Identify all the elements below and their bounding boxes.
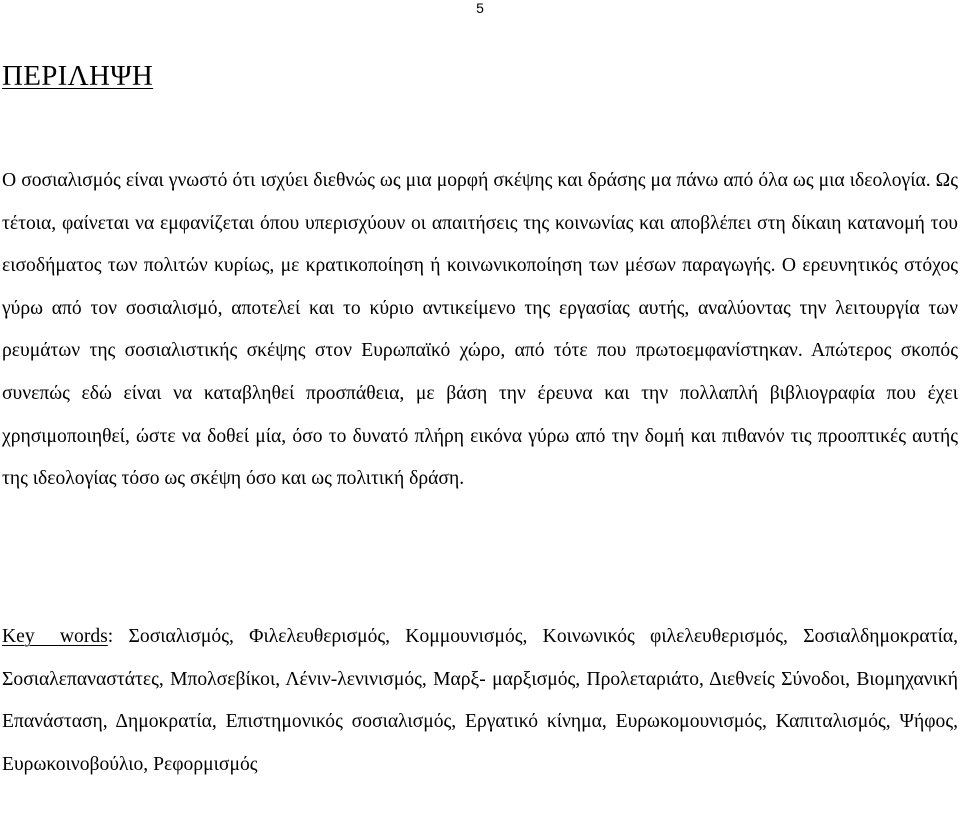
section-title: ΠΕΡΙΛΗΨΗ [2, 60, 154, 92]
abstract-paragraph: Ο σοσιαλισμός είναι γνωστό ότι ισχύει διεθνώς ως μια μορφή σκέψης και δράσης μα πάνω από όλα ως μια ιδεολογία. Ως τέτοια, φαίνεται να εμφανίζεται όπου υπερισχύουν οι απαιτήσεις της κοινωνίας και αποβλέπει στη δίκαιη κατανομή του εισοδήματος των πολιτών κυρίως, με κρατικοποίηση ή κοινωνικοποίηση των μέσων παραγωγής. Ο ερευνητικός στόχος γύρω από τον σοσιαλισμό, αποτελεί και το κύριο αντικείμενο της εργασίας αυτής, αναλύοντας την λειτουργία των ρευμάτων της σοσιαλιστικής σκέψης στον Ευρωπαϊκό χώρο, από τότε που πρωτοεμφανίστηκαν. Απώτερος σκοπός συνεπώς εδώ είναι να καταβληθεί προσπάθεια, με βάση την έρευνα και την πολλαπλή βιβλιογραφία που έχει χρησιμοποιηθεί, ώστε να δοθεί μία, όσο το δυνατό πλήρη εικόνα γύρω από την δομή και πιθανόν τις προοπτικές αυτής της ιδεολογίας τόσο ως σκέψη όσο και ως πολιτική δράση. [2, 170, 958, 490]
keywords-separator: : [107, 626, 114, 647]
keywords-label: Key words [2, 626, 108, 647]
keywords-paragraph [2, 616, 958, 786]
keywords-list: Σοσιαλισμός, Φιλελευθερισμός, Κομμουνισμός, Κοινωνικός φιλελευθερισμός, Σοσιαλδημοκρατία, Σοσιαλεπαναστάτες, Μπολσεβίκοι, Λένιν-λενινισμός, Μαρξ- μαρξισμός, Προλεταριάτο, Διεθνείς Σύνοδοι, Βιομηχανική Επανάσταση, Δημοκρατία, Επιστημονικός σοσιαλισμός, Εργατικό κίνημα, Ευρωκομουνισμός, Καπιταλισμός, Ψήφος, Ευρωκοινοβούλιο, Ρεφορμισμός [2, 626, 959, 775]
page-number: 5 [476, 0, 484, 16]
